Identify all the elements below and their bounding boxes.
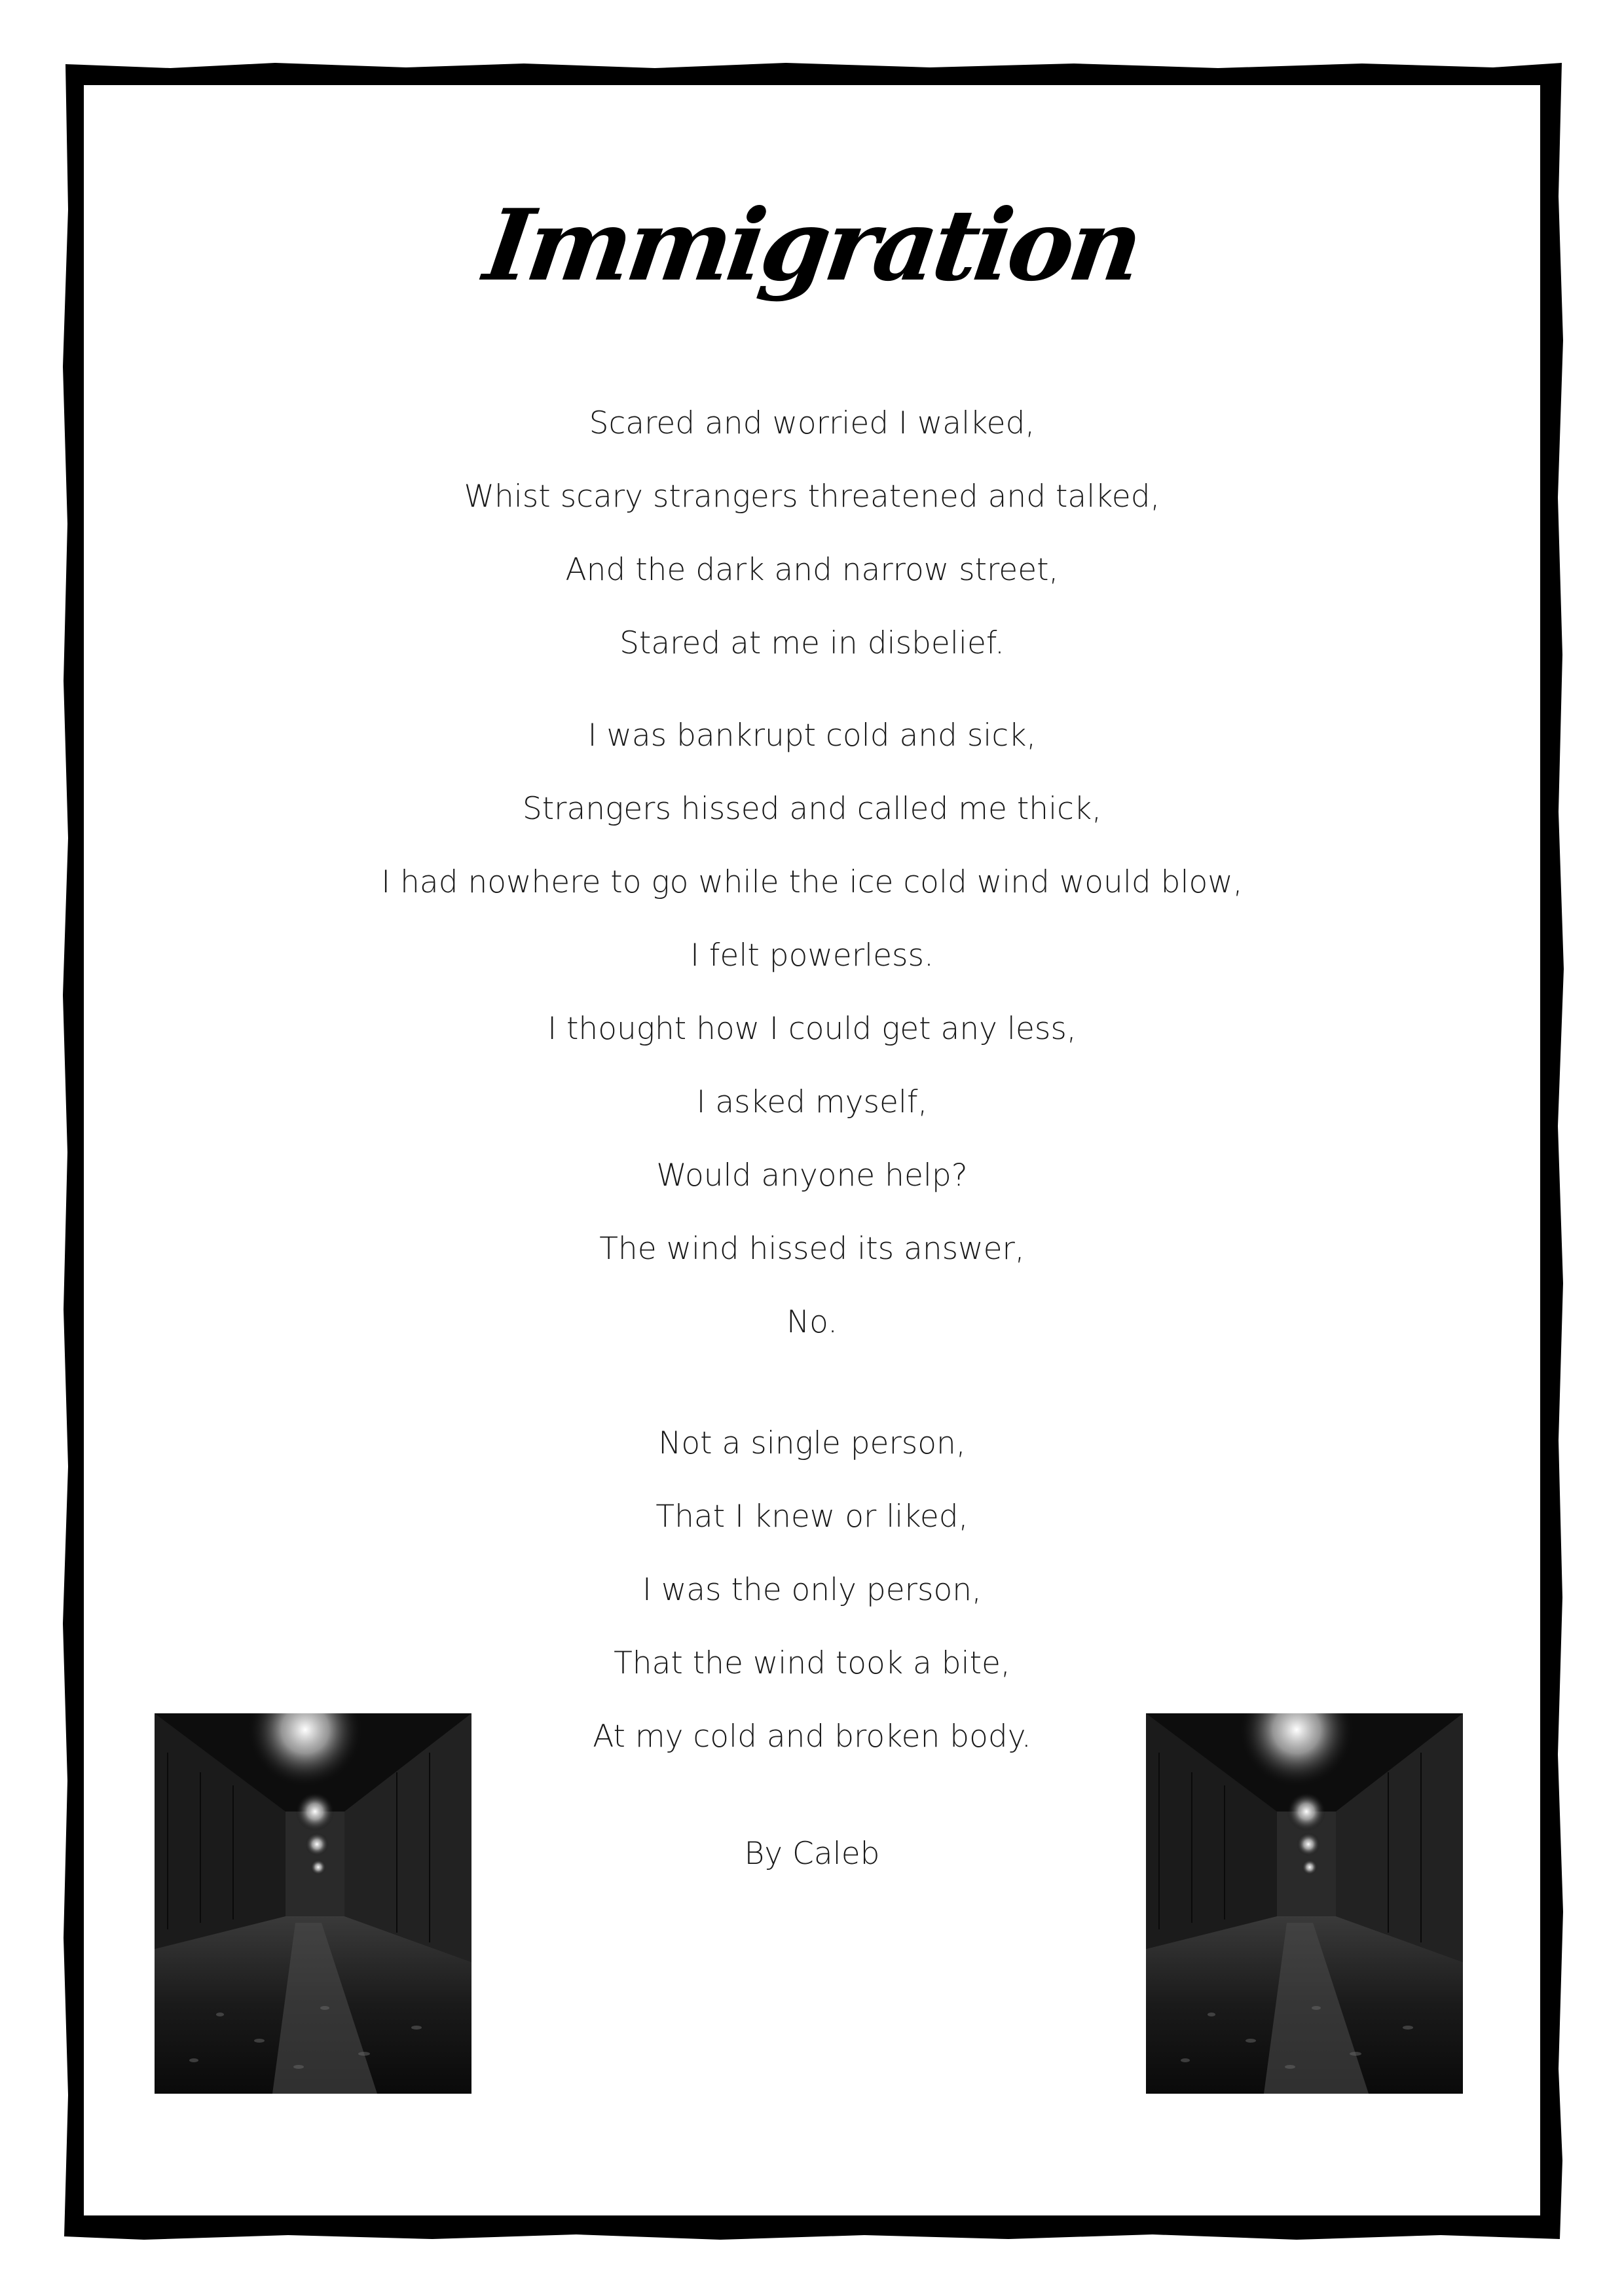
poem-line: Stared at me in disbelief.	[619, 625, 1005, 661]
night-street-photo-right	[1146, 1713, 1463, 2094]
poem-line: I thought how I could get any less,	[547, 1011, 1077, 1047]
poem-line: I was the only person,	[642, 1572, 982, 1608]
poem-line: I felt powerless.	[690, 938, 934, 974]
poem-line: The wind hissed its answer,	[599, 1231, 1025, 1267]
poem-line: Scared and worried I walked,	[589, 405, 1035, 441]
poem-line: I asked myself,	[696, 1084, 928, 1120]
poem-line: I was bankrupt cold and sick,	[587, 718, 1037, 754]
poem-line: Whist scary strangers threatened and talked,	[464, 479, 1160, 515]
poem-author: By Caleb	[744, 1836, 880, 1872]
poem-title: Immigration	[478, 188, 1146, 303]
poem-line: Strangers hissed and called me thick,	[522, 791, 1102, 827]
poem-line: That the wind took a bite,	[614, 1645, 1010, 1681]
poem-line: Would anyone help?	[656, 1157, 968, 1194]
poem-line: No.	[786, 1304, 838, 1340]
night-street-photo-left	[155, 1713, 471, 2094]
poem-line: Not a single person,	[658, 1425, 966, 1461]
poem-line: That I knew or liked,	[655, 1499, 969, 1535]
poem-line: At my cold and broken body.	[593, 1719, 1031, 1755]
poem-line: And the dark and narrow street,	[565, 552, 1059, 588]
poem-line: I had nowhere to go while the ice cold wind would blow,	[381, 864, 1243, 900]
